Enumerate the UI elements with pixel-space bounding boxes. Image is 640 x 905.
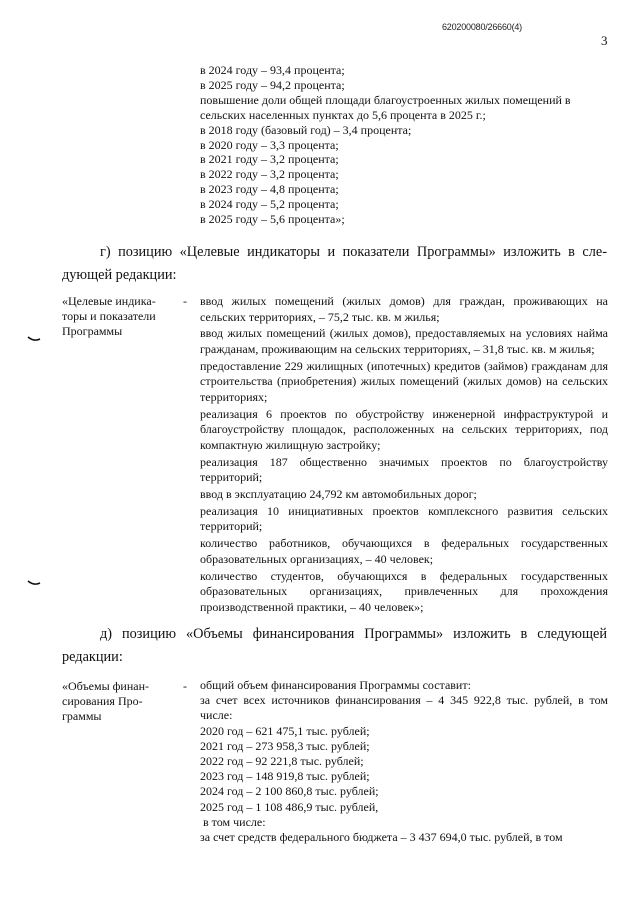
financing-year: 2022 год – 92 221,8 тыс. рублей; [200,754,364,769]
list-item: в 2025 году – 5,6 процента»; [200,212,345,227]
list-item: сельских населенных пунктах до 5,6 процента в 2025 г.; [200,107,486,122]
financing-year: 2020 год – 621 475,1 тыс. рублей; [200,723,370,738]
list-item: в 2023 году – 4,8 процента; [200,182,339,197]
financing-year: 2023 год – 148 919,8 тыс. рублей; [200,769,370,784]
financing-intro: общий объем финансирования Программы составит: [200,678,471,692]
section-d-heading [62,623,607,669]
margin-mark-icon [27,580,41,586]
indicator-item: реализация 10 инициативных проектов комплексного развития сельских территорий; [200,503,608,534]
heading-line: д) позицию «Объемы финансирования Программы» изложить в следующей [100,626,607,642]
indicator-item: реализация 6 проектов по обустройству инженерной инфраструктурой и благоустройству площадок, расположенных на сельских территориях, под компактную жилищную застройку; [200,406,608,452]
financing-year: 2021 год – 273 958,3 тыс. рублей; [200,738,370,753]
indicator-item: количество работников, обучающихся в федеральных государственных образовательных организациях, – 40 человек; [200,536,608,566]
margin-mark-icon [27,336,41,342]
indicator-item: ввод жилых помещений (жилых домов) для граждан, проживающих на сельских территориях, – 75,2 тыс. кв. м жилья; [200,294,608,324]
indicator-item: количество студентов, обучающихся в федеральных государственных образовательных организациях, привлеченных для прохождения производственной практики, – 40 человек»; [200,568,608,614]
financing-federal: за счет средств федерального бюджета – 3 437 694,0 тыс. рублей, в том [200,830,563,845]
list-item: в 2024 году – 5,2 процента; [200,197,339,212]
financing-year: 2025 год – 1 108 486,9 тыс. рублей, [200,799,379,814]
list-item: в 2024 году – 93,4 процента; [200,63,345,77]
page-number: 3 [601,33,608,48]
financing-year: 2024 год – 2 100 860,8 тыс. рублей; [200,784,379,799]
section-d-label: «Объемы финан-сирования Про-граммы [62,679,150,724]
section-g-dash: - [183,294,187,308]
heading-line: редакции: [62,649,123,665]
list-item: в 2022 году – 3,2 процента; [200,167,339,182]
indicator-item: предоставление 229 жилищных (ипотечных) кредитов (займов) гражданам для строительства (приобретения) жилых помещений (жилых домов) на сельских территориях; [200,358,608,404]
financing-all-sources: за счет всех источников финансирования – 4 345 922,8 тыс. рублей, в том числе: [200,693,608,723]
heading-line: дующей редакции: [62,267,177,283]
list-item: в 2025 году – 94,2 процента; [200,77,345,92]
financing-in-that: в том числе: [203,814,266,829]
indicator-values-list [200,63,605,227]
indicator-item: ввод жилых помещений (жилых домов), предоставляемых на условиях найма гражданам, проживающим на сельских территориях, – 31,8 тыс. кв. м жилья; [200,326,608,356]
section-g-label: «Целевые индика-торы и показатели Программы [62,294,156,339]
heading-line: г) позицию «Целевые индикаторы и показатели Программы» изложить в сле- [100,244,607,260]
section-g-items [200,294,608,617]
indicator-item: ввод в эксплуатацию 24,792 км автомобильных дорог; [200,487,477,502]
indicator-item: реализация 187 общественно значимых проектов по благоустройству территорий; [200,454,608,485]
list-item: в 2021 году – 3,2 процента; [200,152,339,167]
section-d-items [200,678,608,845]
section-g-heading [62,241,607,287]
list-item: повышение доли общей площади благоустроенных жилых помещений в [200,92,571,107]
section-d-dash: - [183,679,187,693]
list-item: в 2020 году – 3,3 процента; [200,137,339,152]
list-item: в 2018 году (базовый год) – 3,4 процента; [200,122,412,137]
document-id: 620200080/26660(4) [442,22,522,32]
